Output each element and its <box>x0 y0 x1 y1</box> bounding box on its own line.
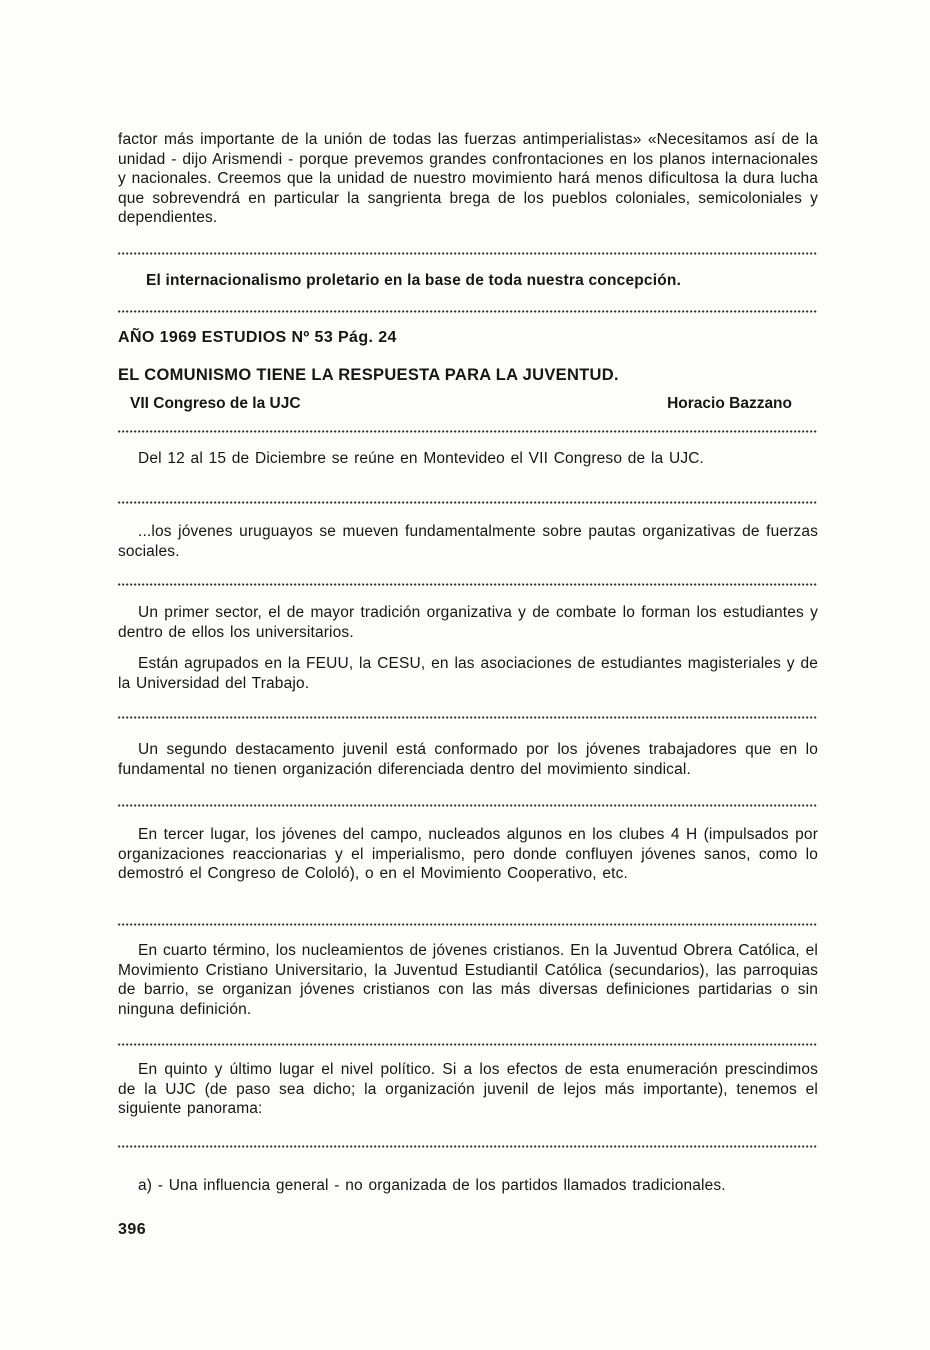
source-reference: AÑO 1969 ESTUDIOS Nº 53 Pág. 24 <box>118 329 397 346</box>
dotted-separator <box>118 1043 818 1046</box>
dotted-separator <box>118 1145 818 1148</box>
continuation-paragraph: factor más importante de la unión de todas las fuerzas antimperialistas» «Necesitamos así de la unidad - dijo Arismendi - porque prevemos grandes confrontaciones en los planos internacionales y nacionales. Creemos que la unidad de nuestro movimiento hará menos dificultosa la dura lucha que sobrevendrá en particular la sangrienta brega de los pueblos coloniales, semicoloniales y dependientes. <box>118 131 818 226</box>
excerpt-paragraph: Del 12 al 15 de Diciembre se reúne en Montevideo el VII Congreso de la UJC. <box>138 450 705 467</box>
dotted-separator <box>118 252 818 255</box>
article-title: EL COMUNISMO TIENE LA RESPUESTA PARA LA JUVENTUD. <box>118 366 619 384</box>
dotted-separator <box>118 716 818 719</box>
excerpt-paragraph: ...los jóvenes uruguayos se mueven fundamentalmente sobre pautas organizativas de fuerzas sociales. <box>118 523 818 560</box>
section-heading: El internacionalismo proletario en la base de toda nuestra concepción. <box>146 272 682 289</box>
dotted-separator <box>118 310 818 313</box>
dotted-separator <box>118 501 818 504</box>
excerpt-paragraph: En cuarto término, los nucleamientos de jóvenes cristianos. En la Juventud Obrera Católica, el Movimiento Cristiano Universitario, la Juventud Estudiantil Católica (secundarios), las parroquias de barrio, se organizan jóvenes cristianos con las más diversas definiciones partidarias o sin ninguna definición. <box>118 942 818 1018</box>
dotted-separator <box>118 583 818 586</box>
dotted-separator <box>118 923 818 926</box>
excerpt-paragraph: En tercer lugar, los jóvenes del campo, nucleados algunos en los clubes 4 H (impulsados por organizaciones reaccionarias y el imperialismo, pero donde confluyen jóvenes sanos, como lo demostró el Congreso de Cololó), o en el Movimiento Cooperativo, etc. <box>118 826 818 882</box>
article-subtitle: VII Congreso de la UJC <box>130 395 301 412</box>
article-author: Horacio Bazzano <box>667 395 792 412</box>
excerpt-paragraph: a) - Una influencia general - no organizada de los partidos llamados tradicionales. <box>138 1177 726 1194</box>
dotted-separator <box>118 430 818 433</box>
page-number: 396 <box>118 1221 147 1238</box>
dotted-separator <box>118 804 818 807</box>
excerpt-paragraph: En quinto y último lugar el nivel político. Si a los efectos de esta enumeración prescindimos de la UJC (de paso sea dicho; la organización juvenil de lejos más importante), tenemos el siguiente panorama: <box>118 1061 818 1117</box>
article-byline <box>118 395 818 413</box>
excerpt-paragraph: Un primer sector, el de mayor tradición organizativa y de combate lo forman los estudiantes y dentro de ellos los universitarios. <box>118 604 818 641</box>
excerpt-paragraph: Un segundo destacamento juvenil está conformado por los jóvenes trabajadores que en lo fundamental no tienen organización diferenciada dentro del movimiento sindical. <box>118 741 818 778</box>
excerpt-paragraph: Están agrupados en la FEUU, la CESU, en las asociaciones de estudiantes magisteriales y de la Universidad del Trabajo. <box>118 655 818 692</box>
